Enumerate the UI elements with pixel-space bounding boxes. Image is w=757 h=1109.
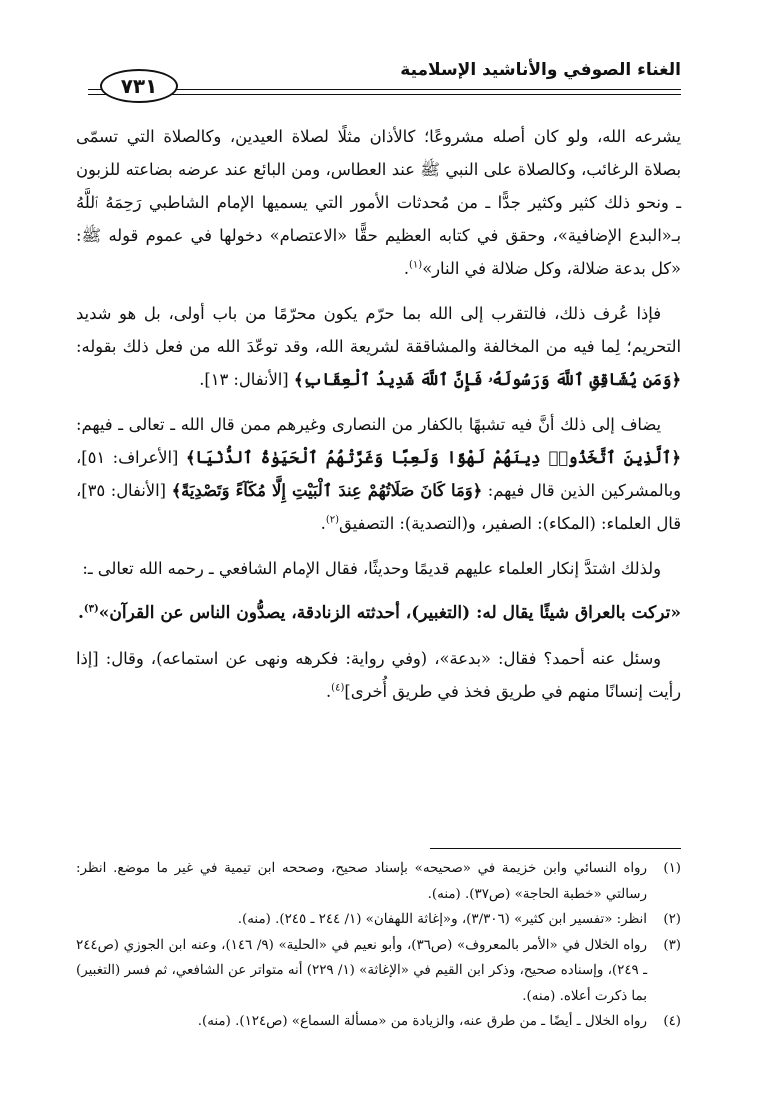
footnote xyxy=(76,1009,681,1035)
footnote-ref-2[interactable]: (٢) xyxy=(325,514,339,526)
running-title: الغناء الصوفي والأناشيد الإسلامية xyxy=(400,60,681,80)
verse-citation: [الأعراف: ٥١]، وبالمشركين الذين قال فيهم: xyxy=(76,448,682,500)
punctuation: . xyxy=(77,603,84,623)
footnote-text: رواه الخلال في «الأمر بالمعروف» (ص٣٦)، وأبو نعيم في «الحلية» (٩/ ١٤٦)، وعنه ابن الجوزي (ص٢٤٤ ـ ٢٤٩)، وإسناده صحيح، وذكر ابن القيم في «الإغاثة» (١/ ٢٢٩) أنه متواتر عن الشافعي، ثم فسر (التغبير) بما ذكرت أعلاه. (منه). xyxy=(76,937,647,1004)
punctuation: . xyxy=(325,682,332,701)
footnote xyxy=(76,933,681,1010)
footnotes xyxy=(76,856,681,1035)
paragraph-4-text: ولذلك اشتدَّ إنكار العلماء عليهم قديمًا وحديثًا، فقال الإمام الشافعي ـ رحمه الله تعالى ـ: xyxy=(82,559,661,578)
quran-verse: ﴿وَمَن يُشَاقِقِ ٱللَّهَ وَرَسُولَهُۥ فَإِنَّ ٱللَّهَ شَدِيدُ ٱلْعِقَابِ﴾ xyxy=(293,370,681,389)
quran-verse: ﴿وَمَا كَانَ صَلَاتُهُمْ عِندَ ٱلْبَيْتِ إِلَّا مُكَآءً وَتَصْدِيَةً﴾ xyxy=(171,481,483,500)
shafii-quote-text: «تركت بالعراق شيئًا يقال له: (التغبير)، أحدثته الزنادقة، يصدُّون الناس عن القرآن» xyxy=(98,603,681,623)
page-header xyxy=(88,56,681,102)
footnote-number: (٣) xyxy=(663,937,681,953)
footnote xyxy=(76,907,681,933)
paragraph-3-text-end: [الأنفال: ٣٥]، قال العلماء: (المكاء): الصفير، و(التصدية): التصفيق xyxy=(76,481,681,533)
footnote-number: (٢) xyxy=(663,912,681,927)
footnote-text: انظر: «تفسير ابن كثير» (٣/٣٠٦)، و«إغاثة اللهفان» (١/ ٢٤٤ ـ ٢٤٥). (منه). xyxy=(237,912,647,927)
footnote-ref-4[interactable]: (٤) xyxy=(331,682,345,694)
paragraph-1-text: يشرعه الله، ولو كان أصله مشروعًا؛ كالأذان مثلًا لصلاة العيدين، وكالصلاة التي تسمّى بصلاة الرغائب، وكالصلاة على النبي ﷺ عند العطاس، ومن البائع عند عرضه بضاعته للزبون ـ ونحو ذلك كثير وكثير جدًّا ـ من مُحدثات الأمور التي يسميها الإمام الشاطبي رَحِمَهُ ٱللَّهُ بـ«البدع الإضافية»، وحقق في كتابه العظيم حقًّا «الاعتصام» دخولها في عموم قوله ﷺ: «كل بدعة ضلالة، وكل ضلالة في النار» xyxy=(76,127,681,278)
footnote-ref-3[interactable]: (٣) xyxy=(83,603,99,615)
footnote xyxy=(76,856,681,907)
paragraph-3-text: يضاف إلى ذلك أنَّ فيه تشبهًا بالكفار من النصارى وغيرهم ممن قال الله ـ تعالى ـ فيهم: xyxy=(76,415,661,434)
footnote-text: رواه الخلال ـ أيضًا ـ من طرق عنه، والزيادة من «مسألة السماع» (ص١٢٤). (منه). xyxy=(197,1014,647,1029)
footnote-text: رواه النسائي وابن خزيمة في «صحيحه» بإسناد صحيح، وصححه ابن تيمية في غير ما موضع. انظر: رسالتي «خطبة الحاجة» (ص٣٧). (منه). xyxy=(76,861,647,902)
paragraph-2-text: فإذا عُرف ذلك، فالتقرب إلى الله بما حرّم يكون محرّمًا من باب أولى، بل هو شديد التحريم؛ لِما فيه من المخالفة والمشاققة لشريعة الله، وقد توعّدَ الله من فعل ذلك بقوله: xyxy=(76,304,681,356)
paragraph-6-text: وسئل عنه أحمد؟ فقال: «بدعة»، (وفي رواية: فكرهه ونهى عن استماعه)، وقال: [إذا رأيت إنسانًا منهم في طريق فخذ في طريق أُخرى] xyxy=(76,649,681,701)
punctuation: . xyxy=(403,259,409,278)
footnote-number: (٤) xyxy=(663,1014,681,1029)
verse-citation: [الأنفال: ١٣]. xyxy=(199,370,294,389)
paragraph-1 xyxy=(76,120,681,285)
paragraph-3 xyxy=(76,408,681,540)
quran-verse: ﴿ٱلَّذِينَ ٱتَّخَذُوا۟ دِينَهُمْ لَهْوًا وَلَعِبًا وَغَرَّتْهُمُ ٱلْحَيَوٰةُ ٱلدُّنْيَا﴾ xyxy=(185,448,681,467)
header-rule-thin xyxy=(88,94,681,95)
footnote-ref-1[interactable]: (١) xyxy=(409,259,423,271)
punctuation: . xyxy=(320,514,326,533)
paragraph-6 xyxy=(76,642,681,708)
shafii-quote xyxy=(76,597,681,630)
footnote-number: (١) xyxy=(663,861,681,876)
paragraph-2 xyxy=(76,297,681,396)
paragraph-4 xyxy=(76,552,681,585)
main-text xyxy=(76,120,681,720)
footnote-separator xyxy=(430,848,681,849)
page-number: ٧٣١ xyxy=(100,69,178,103)
